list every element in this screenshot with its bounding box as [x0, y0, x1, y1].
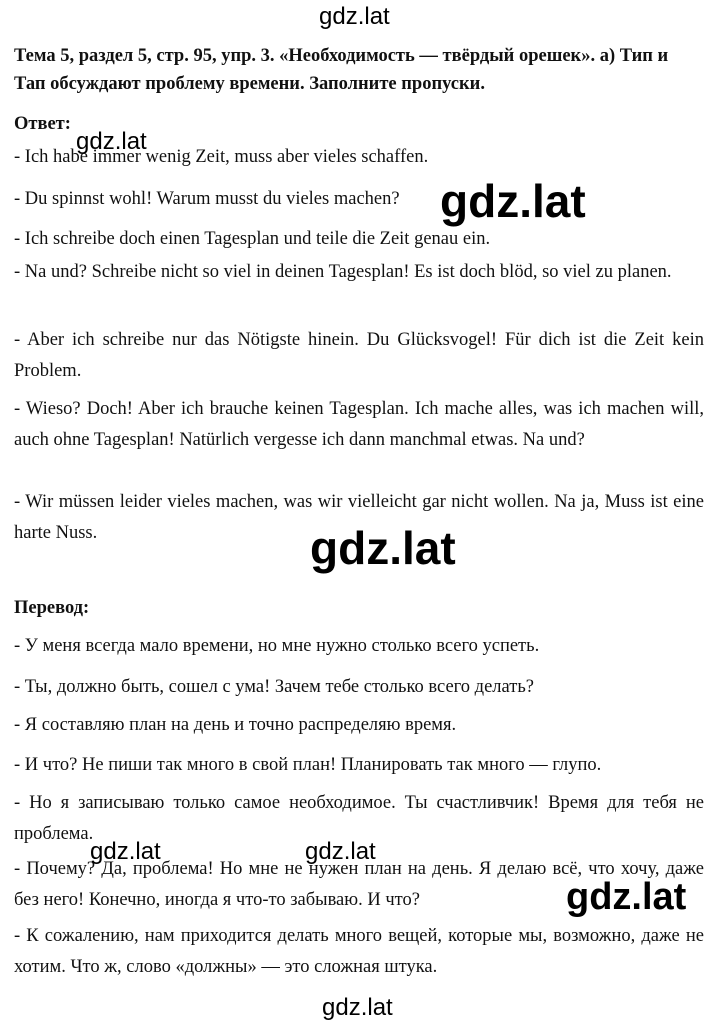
watermark: gdz.lat [90, 838, 161, 865]
answer-label: Ответ: [14, 114, 71, 134]
watermark-large: gdz.lat [440, 175, 586, 227]
watermark-large: gdz.lat [310, 522, 456, 574]
watermark: gdz.lat [305, 838, 376, 865]
answer-line: - Ich habe immer wenig Zeit, muss aber vieles schaffen. [14, 147, 429, 167]
answer-line: - Wieso? Doch! Aber ich brauche keinen Tagesplan. Ich mache alles, was ich machen will, auch ohne Tagesplan! Natürlich vergesse ich dann manchmal etwas. Na und? [14, 399, 704, 450]
translation-line: - Почему? Да, проблема! Но мне не нужен план на день. Я делаю всё, что хочу, даже без него! Конечно, иногда я что-то забываю. И что? [14, 859, 704, 910]
translation-line: - Но я записываю только самое необходимое. Ты счастливчик! Время для тебя не проблема. [14, 793, 704, 844]
translation-line: - Ты, должно быть, сошел с ума! Зачем тебе столько всего делать? [14, 677, 534, 697]
translation-line: - И что? Не пиши так много в свой план! Планировать так много — глупо. [14, 755, 602, 775]
answer-line: - Du spinnst wohl! Warum musst du vieles machen? [14, 189, 400, 209]
exercise-heading: Тема 5, раздел 5, стр. 95, упр. 3. «Необходимость — твёрдый орешек». а) Тип и Тап обсуждают проблему времени. Заполните пропуски. [14, 46, 669, 94]
answer-line: - Na und? Schreibe nicht so viel in deinen Tagesplan! Es ist doch blöd, so viel zu planen. [14, 262, 672, 282]
translation-line: - Я составляю план на день и точно распределяю время. [14, 715, 457, 735]
watermark-top: gdz.lat [319, 3, 390, 30]
watermark-bottom: gdz.lat [322, 994, 393, 1021]
answer-line: - Ich schreibe doch einen Tagesplan und teile die Zeit genau ein. [14, 229, 491, 249]
watermark-large: gdz.lat [566, 876, 687, 918]
translation-line: - К сожалению, нам приходится делать много вещей, которые мы, возможно, даже не хотим. Что ж, слово «должны» — это сложная штука. [14, 926, 704, 977]
watermark: gdz.lat [76, 128, 147, 155]
answer-line: - Aber ich schreibe nur das Nötigste hinein. Du Glücksvogel! Für dich ist die Zeit kein Problem. [14, 330, 704, 381]
translation-label: Перевод: [14, 598, 90, 618]
translation-line: - У меня всегда мало времени, но мне нужно столько всего успеть. [14, 636, 540, 656]
answer-line: - Wir müssen leider vieles machen, was wir vielleicht gar nicht wollen. Na ja, Muss ist eine harte Nuss. [14, 492, 704, 543]
